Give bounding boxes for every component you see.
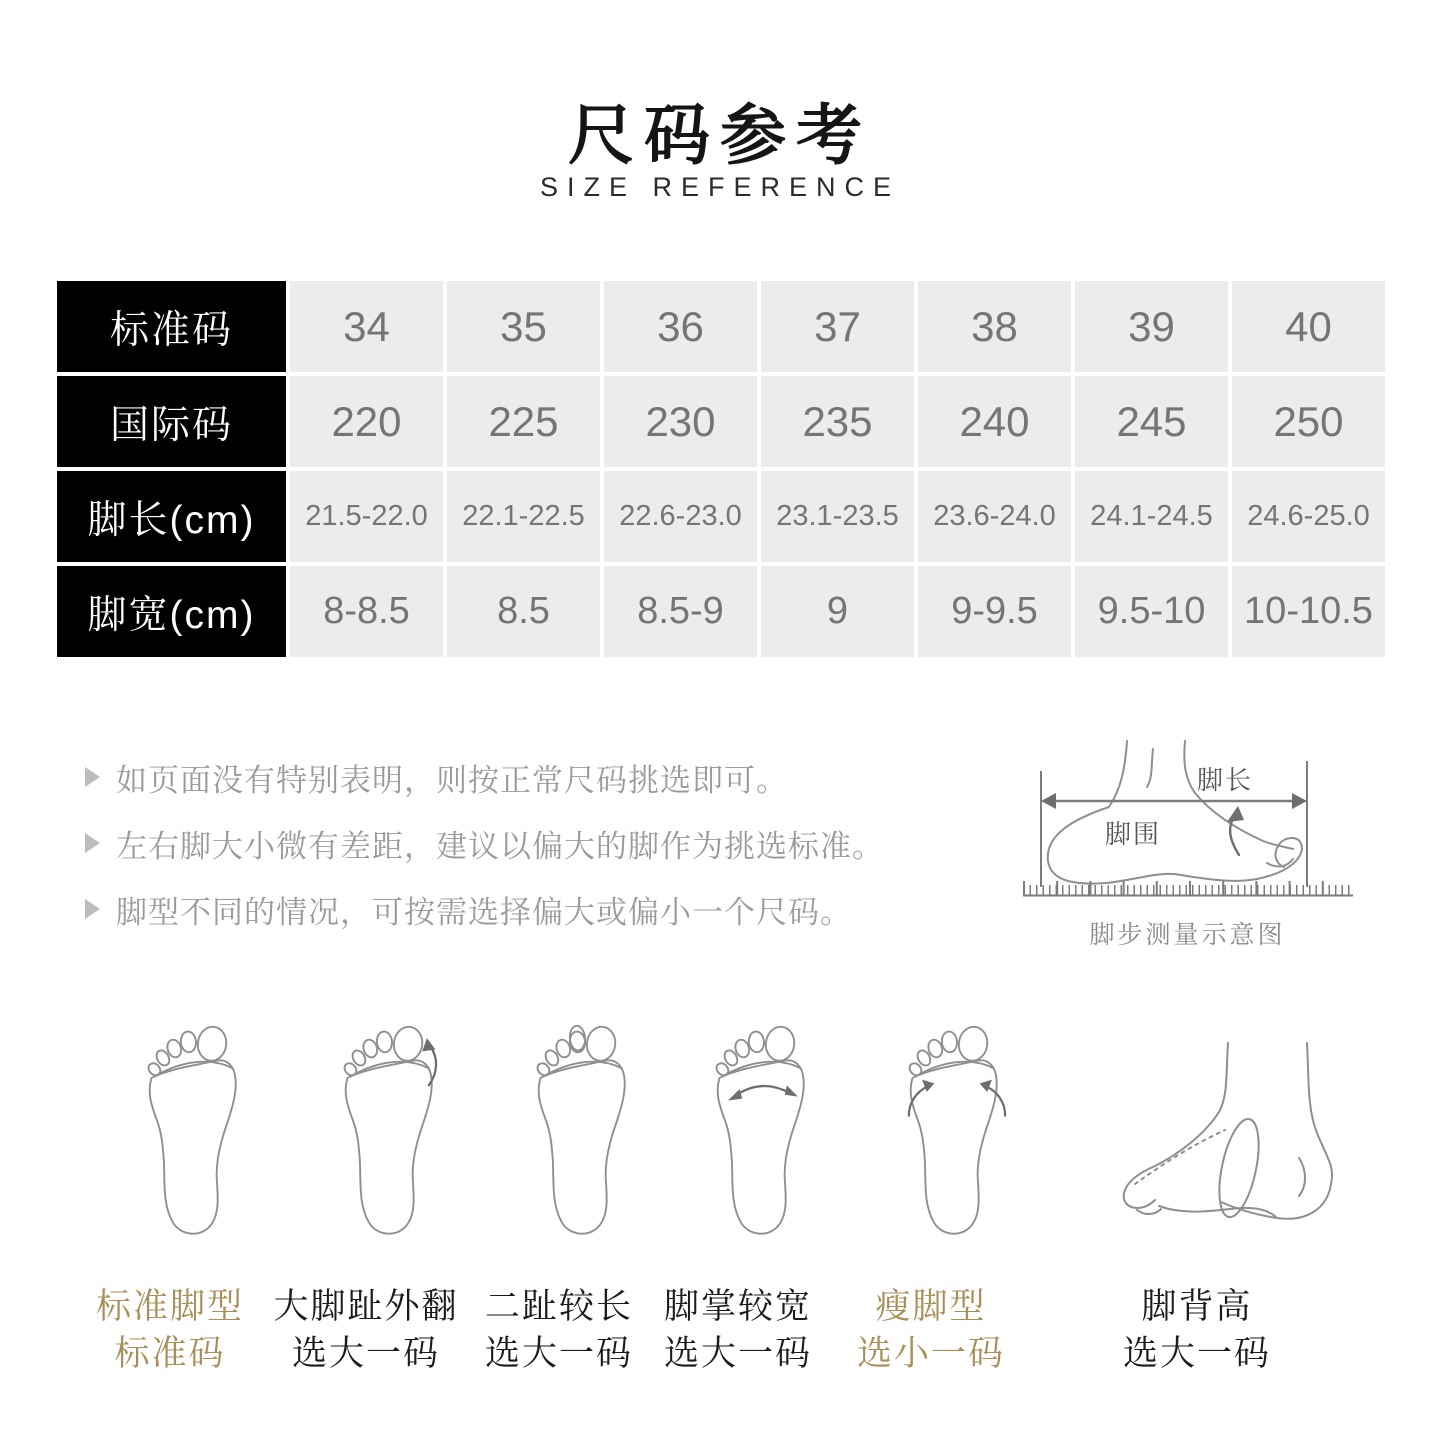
triangle-bullet-icon [85, 767, 100, 787]
foot-type-narrow [831, 1023, 1031, 1377]
note-text: 左右脚大小微有差距，建议以偏大的脚作为挑选标准。 [116, 828, 884, 864]
foot-girth-label: 脚围 [1104, 819, 1162, 849]
triangle-bullet-icon [85, 899, 100, 919]
table-cell: 220 [290, 376, 443, 467]
table-cell: 8-8.5 [290, 566, 443, 657]
row-header-foot-width: 脚宽(cm) [57, 566, 286, 657]
measure-foot-illustration [1015, 737, 1360, 905]
foot-type-standard [70, 1023, 270, 1377]
page-title: 尺码参考 [568, 98, 872, 172]
table-cell: 8.5-9 [604, 566, 757, 657]
table-cell: 22.6-23.0 [604, 471, 757, 562]
foot-type-label: 脚背高 选大一码 [1122, 1287, 1271, 1373]
foot-type-label: 二趾较长 选大一码 [484, 1287, 633, 1373]
table-cell: 40 [1232, 281, 1385, 372]
size-table [57, 281, 1385, 657]
foot-type-label: 脚掌较宽 选大一码 [663, 1287, 812, 1373]
note-item [85, 889, 884, 929]
row-header-international-size: 国际码 [57, 376, 286, 467]
note-text: 如页面没有特别表明，则按正常尺码挑选即可。 [116, 762, 788, 798]
table-cell: 21.5-22.0 [290, 471, 443, 562]
table-cell: 34 [290, 281, 443, 372]
foot-type-bunion [266, 1023, 466, 1377]
table-cell: 35 [447, 281, 600, 372]
footprint-narrow-illustration [905, 1023, 1009, 1245]
table-cell: 9 [761, 566, 914, 657]
table-cell: 235 [761, 376, 914, 467]
table-cell: 39 [1075, 281, 1228, 372]
foot-type-label: 瘦脚型 选小一码 [856, 1287, 1005, 1373]
page-subtitle: SIZE REFERENCE [539, 172, 901, 202]
note-item [85, 757, 884, 797]
table-cell: 9.5-10 [1075, 566, 1228, 657]
footprint-standard-illustration [144, 1023, 248, 1245]
table-cell: 9-9.5 [918, 566, 1071, 657]
measure-diagram-caption: 脚步测量示意图 [1089, 921, 1286, 949]
table-cell: 10-10.5 [1232, 566, 1385, 657]
table-cell: 24.1-24.5 [1075, 471, 1228, 562]
table-cell: 8.5 [447, 566, 600, 657]
row-header-standard-size: 标准码 [57, 281, 286, 372]
foot-type-label: 大脚趾外翻 选大一码 [273, 1287, 459, 1373]
note-text: 脚型不同的情况，可按需选择偏大或偏小一个尺码。 [116, 894, 852, 930]
table-cell: 245 [1075, 376, 1228, 467]
side-foot-high-instep-illustration [1091, 1038, 1341, 1243]
table-cell: 36 [604, 281, 757, 372]
foot-type-long-second-toe [459, 1023, 659, 1377]
note-item [85, 823, 884, 863]
footprint-bunion-illustration [340, 1023, 444, 1245]
table-cell: 240 [918, 376, 1071, 467]
table-cell: 22.1-22.5 [447, 471, 600, 562]
footprint-wide-illustration [712, 1023, 816, 1245]
foot-length-label: 脚长 [1196, 765, 1254, 795]
table-cell: 38 [918, 281, 1071, 372]
footprint-long-second-toe-illustration [533, 1023, 637, 1245]
foot-measurement-diagram [1015, 737, 1360, 967]
foot-type-label: 标准脚型 标准码 [95, 1287, 244, 1373]
table-cell: 225 [447, 376, 600, 467]
notes-list [85, 757, 884, 955]
table-cell: 230 [604, 376, 757, 467]
row-header-foot-length: 脚长(cm) [57, 471, 286, 562]
foot-type-high-instep [1072, 1023, 1322, 1377]
table-cell: 23.1-23.5 [761, 471, 914, 562]
triangle-bullet-icon [85, 833, 100, 853]
table-cell: 23.6-24.0 [918, 471, 1071, 562]
foot-type-wide [638, 1023, 838, 1377]
table-cell: 250 [1232, 376, 1385, 467]
table-cell: 37 [761, 281, 914, 372]
table-cell: 24.6-25.0 [1232, 471, 1385, 562]
